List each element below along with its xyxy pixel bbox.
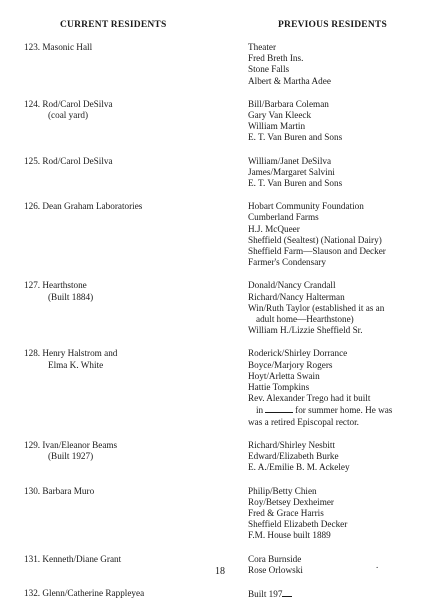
current-resident bbox=[0, 588, 230, 600]
current-resident-note: (Built 1884) bbox=[48, 291, 94, 302]
previous-resident bbox=[248, 588, 420, 600]
previous-resident: Bill/Barbara Coleman bbox=[248, 98, 329, 109]
current-residents-header: CURRENT RESIDENTS bbox=[60, 20, 167, 30]
previous-resident: Richard/Shirley Nesbitt bbox=[248, 439, 336, 450]
previous-residents-list bbox=[230, 348, 420, 427]
previous-residents-list bbox=[230, 588, 420, 600]
current-resident-name: 125. Rod/Carol DeSilva bbox=[24, 155, 113, 166]
entry-123 bbox=[0, 42, 440, 87]
previous-resident: Sheffield Farm—Slauson and Decker bbox=[248, 246, 386, 257]
previous-resident: E. T. Van Buren and Sons bbox=[248, 132, 343, 143]
previous-resident: E. A./Emilie B. M. Ackeley bbox=[248, 462, 350, 473]
previous-resident: H.J. McQueer bbox=[248, 223, 300, 234]
previous-resident: was a retired Episcopal rector. bbox=[248, 416, 359, 427]
previous-residents-list bbox=[230, 42, 420, 87]
current-resident-name: 132. Glenn/Catherine Rappleyea bbox=[24, 587, 145, 598]
previous-resident: Roderick/Shirley Dorrance bbox=[248, 348, 348, 359]
entry-127 bbox=[0, 280, 440, 336]
current-resident-note: (coal yard) bbox=[48, 110, 89, 121]
entry-124 bbox=[0, 99, 440, 144]
current-resident-name: 128. Henry Halstrom and bbox=[24, 348, 118, 359]
previous-resident: E. T. Van Buren and Sons bbox=[248, 178, 343, 189]
previous-resident: Albert & Martha Adee bbox=[248, 75, 331, 86]
previous-resident-continued: adult home—Hearthstone) bbox=[256, 314, 354, 325]
previous-resident: Hobart Community Foundation bbox=[248, 201, 364, 212]
previous-residents-list bbox=[230, 99, 420, 144]
current-resident-name: 123. Masonic Hall bbox=[24, 42, 93, 52]
current-resident bbox=[0, 280, 230, 336]
current-resident-name: 129. Ivan/Eleanor Beams bbox=[24, 439, 118, 450]
current-resident-note: (Built 1927) bbox=[48, 451, 94, 462]
previous-resident: Sheffield Elizabeth Decker bbox=[248, 519, 348, 530]
current-resident-name: 127. Hearthstone bbox=[24, 280, 87, 291]
entry-130 bbox=[0, 486, 440, 542]
previous-resident: Gary Van Kleeck bbox=[248, 110, 312, 121]
previous-resident: Roy/Betsey Dexheimer bbox=[248, 496, 334, 507]
blank-line bbox=[265, 404, 293, 413]
current-resident bbox=[0, 201, 230, 268]
previous-residents-list bbox=[230, 440, 420, 474]
column-headers bbox=[0, 20, 440, 34]
previous-residents-list bbox=[230, 156, 420, 190]
current-resident bbox=[0, 156, 230, 190]
previous-resident: Fred & Grace Harris bbox=[248, 507, 324, 518]
current-resident-name: 126. Dean Graham Laboratories bbox=[24, 201, 143, 212]
previous-resident-text: Built 197 bbox=[248, 588, 283, 599]
previous-resident-word: for summer home. He was bbox=[295, 405, 393, 416]
previous-residents-list bbox=[230, 486, 420, 542]
current-resident bbox=[0, 348, 230, 427]
previous-resident: Hattie Tompkins bbox=[248, 382, 310, 393]
current-resident bbox=[0, 440, 230, 474]
current-resident bbox=[0, 42, 230, 87]
current-resident-name-continued: Elma K. White bbox=[48, 359, 104, 370]
blank-line bbox=[282, 588, 292, 597]
previous-resident: William H./Lizzie Sheffield Sr. bbox=[248, 325, 363, 336]
stray-mark: . bbox=[376, 559, 379, 570]
entry-132 bbox=[0, 588, 440, 600]
previous-resident: Theater bbox=[248, 42, 277, 52]
previous-resident: Farmer's Condensary bbox=[248, 257, 326, 268]
previous-resident: Rev. Alexander Trego had it built bbox=[248, 393, 371, 404]
previous-resident: Rose Orlowski bbox=[248, 564, 303, 575]
current-resident bbox=[0, 99, 230, 144]
previous-resident-word: in bbox=[256, 405, 264, 416]
previous-residents-list bbox=[230, 280, 420, 336]
previous-resident: Edward/Elizabeth Burke bbox=[248, 451, 339, 462]
previous-resident: James/Margaret Salvini bbox=[248, 166, 335, 177]
current-resident-name: 130. Barbara Muro bbox=[24, 485, 95, 496]
previous-resident: Cora Burnside bbox=[248, 553, 302, 564]
previous-resident: Sheffield (Sealtest) (National Dairy) bbox=[248, 234, 382, 245]
previous-residents-header: PREVIOUS RESIDENTS bbox=[278, 20, 387, 30]
entry-126 bbox=[0, 201, 440, 268]
previous-resident: Richard/Nancy Halterman bbox=[248, 291, 345, 302]
previous-resident: Boyce/Marjory Rogers bbox=[248, 359, 333, 370]
entry-125 bbox=[0, 156, 440, 190]
previous-resident: William Martin bbox=[248, 121, 306, 132]
previous-resident-continued bbox=[248, 404, 420, 416]
previous-resident: Win/Ruth Taylor (established it as an bbox=[248, 302, 385, 313]
previous-resident: Cumberland Farms bbox=[248, 212, 319, 223]
previous-resident: F.M. House built 1889 bbox=[248, 530, 331, 541]
page-number: 18 bbox=[215, 566, 225, 577]
previous-resident: Hoyt/Arletta Swain bbox=[248, 370, 320, 381]
previous-resident: Donald/Nancy Crandall bbox=[248, 280, 336, 291]
entry-128 bbox=[0, 348, 440, 427]
entry-129 bbox=[0, 440, 440, 474]
previous-resident: Stone Falls bbox=[248, 64, 290, 75]
current-resident-name: 124. Rod/Carol DeSilva bbox=[24, 98, 113, 109]
previous-resident: Philip/Betty Chien bbox=[248, 485, 317, 496]
previous-residents-list bbox=[230, 201, 420, 268]
current-resident-name: 131. Kenneth/Diane Grant bbox=[24, 553, 122, 564]
resident-entries bbox=[0, 42, 440, 612]
current-resident bbox=[0, 486, 230, 542]
previous-resident: Fred Breth Ins. bbox=[248, 53, 304, 64]
previous-resident: William/Janet DeSilva bbox=[248, 155, 332, 166]
